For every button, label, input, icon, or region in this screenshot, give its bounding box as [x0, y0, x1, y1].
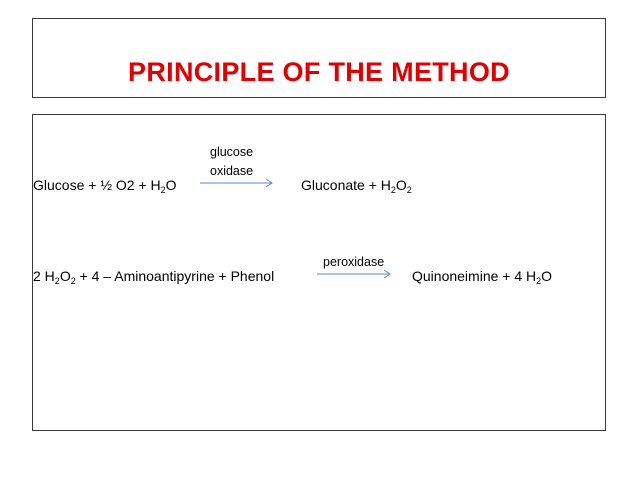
reaction-2-reactants: 2 $H_2O_2 + 4$ – Aminoantipyrine + Phenol: [33, 268, 275, 286]
slide-title: PRINCIPLE OF THE METHOD: [128, 57, 510, 87]
reaction-2-arrow: [317, 269, 393, 279]
reaction-2-enzyme: peroxidase: [323, 255, 385, 269]
reaction-1-arrow: [200, 178, 274, 188]
reaction-1-enzyme-line-1: glucose: [210, 145, 254, 159]
reaction-1-reactants: Glucose + ½ $O2 + H_2O$: [33, 177, 177, 195]
reaction-1-products: Gluconate + $H_2O_2$: [301, 177, 412, 195]
title-box: [32, 18, 606, 98]
reaction-2-products: Quinoneimine + 4 $H_2O$: [412, 268, 553, 286]
reaction-1-enzyme-line-2: oxidase: [210, 164, 254, 178]
